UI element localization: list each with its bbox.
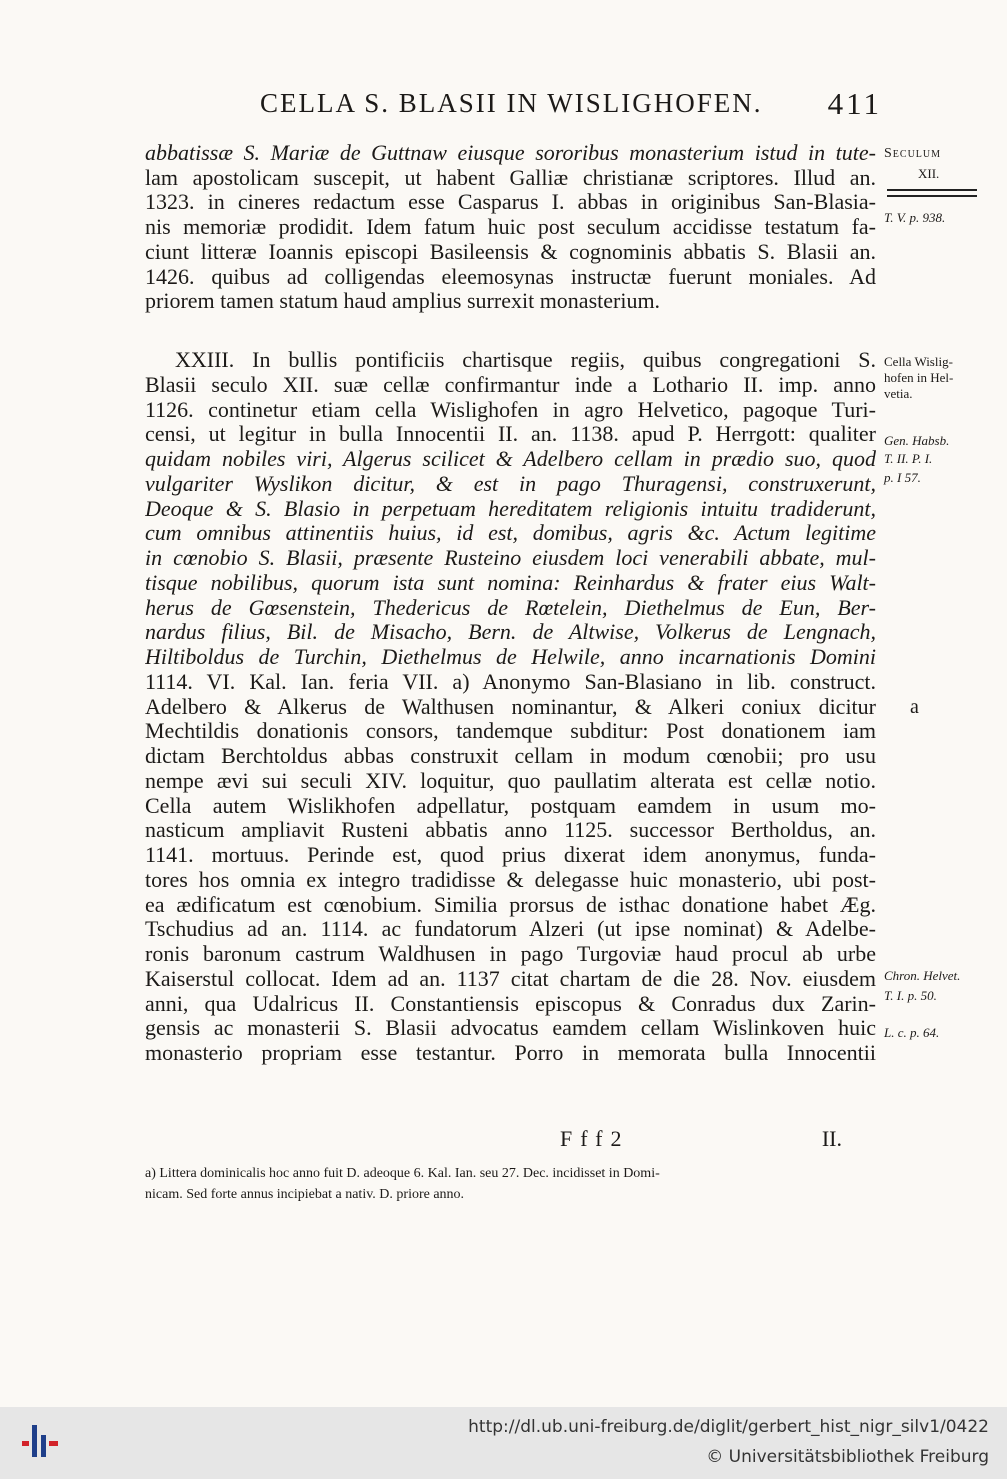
ub-freiburg-logo-icon[interactable] [14, 1421, 64, 1461]
text-line: herus de Gœsenstein, Thedericus de Rœtelein, Diethelmus de Eun, Ber- [145, 594, 876, 620]
text-line: tores hos omnia ex integro tradidisse & delegasse huic monasterio, ubi post- [145, 866, 876, 892]
signature-mark: Fff2 [560, 1126, 630, 1151]
copyright-text: © Universitätsbibliothek Freiburg [706, 1447, 989, 1467]
running-header [150, 86, 890, 126]
text-line: abbatissæ S. Mariæ de Guttnaw eiusque sororibus monasterium istud in tute- [145, 140, 876, 165]
margin-note: hofen in Hel- [884, 370, 954, 385]
viewer-footer [0, 1407, 1007, 1479]
margin-note: Cella Wislig- [884, 354, 953, 369]
text-line: ciunt litteræ Ioannis episcopi Basileensis & cognominis abbatis S. Blasii an. [145, 238, 876, 264]
footnote-line: a) Littera dominicalis hoc anno fuit D. adeoque 6. Kal. Ian. seu 27. Dec. incidisset in Domi- [145, 1166, 660, 1181]
text-line: quidam nobiles viri, Algerus scilicet & Adelbero cellam in prædio suo, quod [145, 446, 876, 471]
text-line: priorem tamen statum haud amplius surrexit monasterium. [145, 288, 661, 314]
text-line: Adelbero & Alkerus de Walthusen nominantur, & Alkeri coniux dicitur [145, 693, 876, 719]
text-line: Hiltiboldus de Turchin, Diethelmus de Helwile, anno incarnationis Domini [145, 644, 876, 669]
margin-note: L. c. p. 64. [884, 1025, 940, 1040]
text-line: anni, qua Udalricus II. Constantiensis episcopus & Conradus dux Zarin- [145, 990, 876, 1016]
text-line: tisque nobilibus, quorum ista sunt nomina: Reinhardus & frater eius Walt- [145, 569, 876, 595]
text-line: Mechtildis donationis consors, tandemque subditur: Post donationem iam [145, 718, 876, 744]
text-line: 1126. continetur etiam cella Wislighofen in agro Helvetico, pagoque Turi- [145, 396, 876, 422]
text-line: lam apostolicam suscepit, ut habent Galliæ christianæ scriptores. Illud an. [145, 164, 876, 190]
footnote-line: nicam. Sed forte annus incipiebat a nativ. D. priore anno. [145, 1187, 465, 1202]
text-line: Deoque & S. Blasio in perpetuam hereditatem religionis intuitu tradiderunt, [145, 495, 876, 521]
text-line: ea ædificatum est cœnobium. Similia prorsus de isthac donatione habet Æg. [145, 891, 876, 917]
text-line: Kaiserstul collocat. Idem ad an. 1137 citat chartam de die 28. Nov. eiusdem [145, 965, 876, 991]
text-line: censi, ut legitur in bulla Innocentii II. an. 1138. apud P. Herrgott: qualiter [145, 421, 876, 447]
margin-note: a [910, 696, 919, 718]
text-line: nasticum ampliavit Rusteni abbatis anno 1125. successor Bertholdus, an. [145, 817, 876, 843]
text-line: XXIII. In bullis pontificiis chartisque regiis, quibus congregationi S. [175, 347, 876, 372]
margin-note: XII. [918, 166, 940, 181]
text-line: vulgariter Wyslikon dicitur, & est in pago Thuragensi, construxerunt, [145, 470, 876, 496]
text-line: in cœnobio S. Blasii, præsente Rusteino eiusdem loci venerabili abbate, mul- [145, 545, 876, 570]
text-line: ronis baronum castrum Waldhusen in pago Turgoviæ haud procul ab urbe [145, 941, 876, 966]
text-line: nardus filius, Bil. de Misacho, Bern. de Altwise, Volkerus de Lengnach, [145, 619, 876, 645]
catchword: II. [821, 1126, 842, 1151]
margin-note: Chron. Helvet. [884, 968, 961, 983]
margin-note: Seculum [884, 146, 942, 161]
signature-line [560, 1126, 860, 1152]
page-number: 411 [827, 86, 882, 121]
margin-double-rule [887, 189, 977, 197]
text-line: Tschudius ad an. 1114. ac fundatorum Alzeri (ut ipse nominat) & Adelbe- [145, 916, 876, 942]
text-line: gensis ac monasterii S. Blasii advocatus eamdem cellam Wislinkoven huic [145, 1015, 876, 1041]
text-line: nis memoriæ prodidit. Idem fatum huic post seculum accidisse testatum fa- [145, 214, 876, 240]
text-line: nempe ævi sui seculi XIV. loquitur, quo paullatim alterata est cellæ notio. [145, 767, 876, 793]
text-line: 1426. quibus ad colligendas eleemosynas instructæ fuerunt moniales. Ad [145, 263, 876, 289]
text-line: cum omnibus attinentiis huius, id est, domibus, agris &c. Actum legitime [145, 520, 876, 546]
margin-note: vetia. [884, 386, 913, 401]
text-line: 1141. mortuus. Perinde est, quod prius dixerat idem anonymus, funda- [145, 842, 876, 867]
margin-note: p. I 57. [884, 470, 921, 485]
text-line: Blasii seculo XII. suæ cellæ confirmantur inde a Lothario II. imp. anno [145, 371, 876, 397]
running-title: CELLA S. BLASII IN WISLIGHOFEN. [260, 88, 763, 118]
text-line: monasterio propriam esse testantur. Porro in memorata bulla Innocentii [145, 1040, 876, 1065]
margin-note: Gen. Habsb. [884, 433, 950, 448]
margin-note: T. II. P. I. [884, 451, 933, 466]
text-line: 1323. in cineres redactum esse Casparus I. abbas in originibus San-Blasia- [145, 189, 876, 215]
text-line: Cella autem Wislikhofen adpellatur, postquam eamdem in usum mo- [145, 792, 876, 818]
source-url-link[interactable]: http://dl.ub.uni-freiburg.de/diglit/gerbert_hist_nigr_silv1/0422 [468, 1417, 989, 1437]
margin-note: T. I. p. 50. [884, 988, 937, 1003]
margin-note: T. V. p. 938. [884, 210, 946, 225]
text-line: dictam Berchtoldus abbas construxit cellam in modum cœnobii; pro usu [145, 743, 876, 768]
text-line: 1114. VI. Kal. Ian. feria VII. a) Anonymo San-Blasiano in lib. construct. [145, 668, 876, 694]
